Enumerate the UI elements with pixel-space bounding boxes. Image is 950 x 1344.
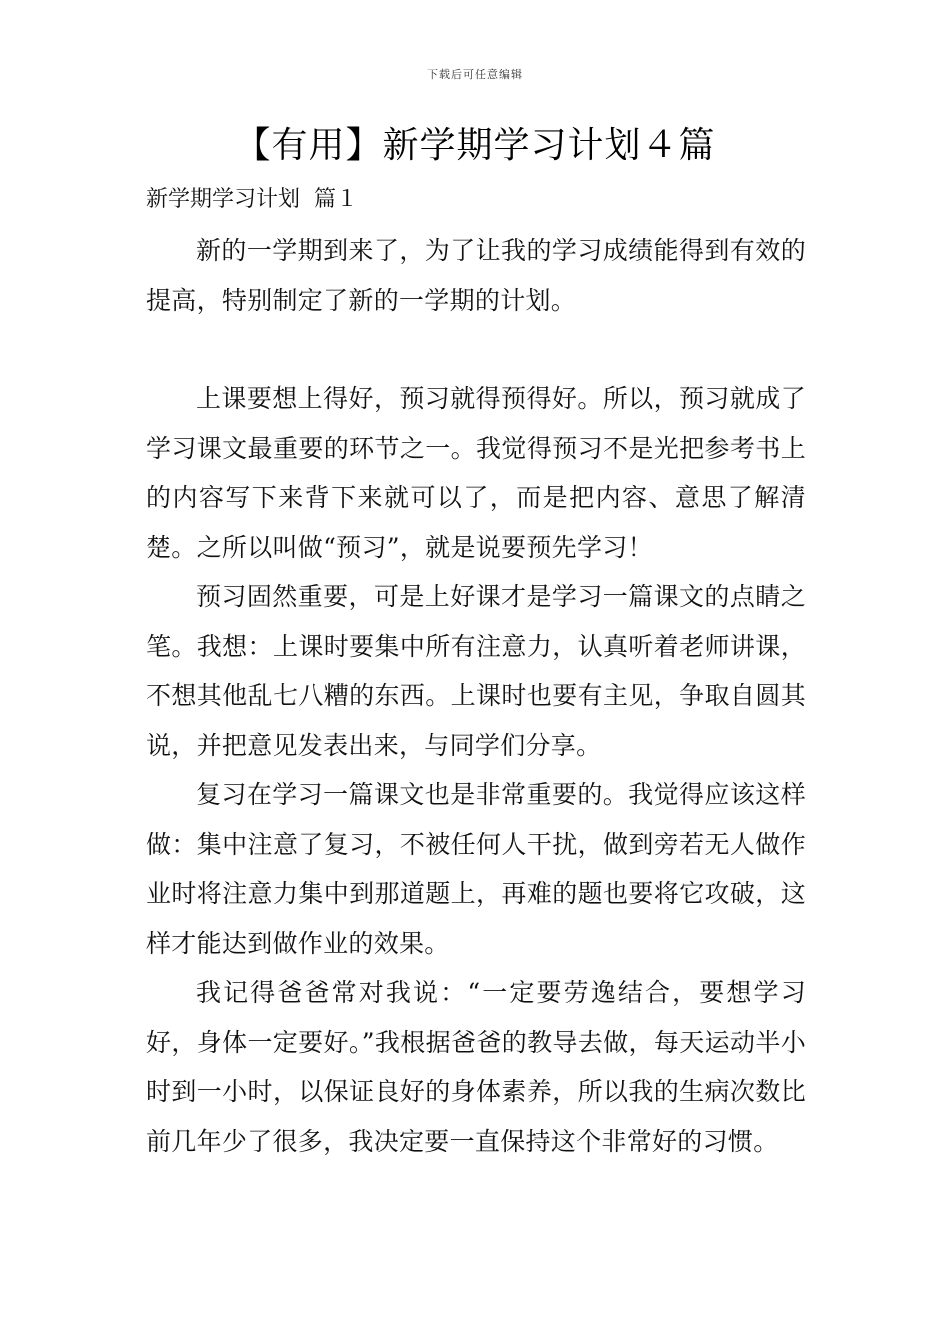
header-note: 下载后可任意编辑	[427, 68, 523, 81]
paragraph-class: 预习固然重要，可是上好课才是学习一篇课文的点睛之笔。我想：上课时要集中所有注意力，认真听着老师讲课，不想其他乱七八糟的东西。上课时也要有主见，争取自圆其说，并把意见发表出来，与同学们分享。	[146, 582, 806, 760]
document-title: 【有用】新学期学习计划４篇	[234, 125, 716, 166]
paragraph-review: 复习在学习一篇课文也是非常重要的。我觉得应该这样做：集中注意了复习，不被任何人干扰，做到旁若无人做作业时将注意力集中到那道题上，再难的题也要将它攻破，这样才能达到做作业的效果。	[146, 780, 806, 958]
section-heading: 新学期学习计划 篇１	[146, 187, 358, 212]
paragraph-intro: 新的一学期到来了，为了让我的学习成绩能得到有效的提高，特别制定了新的一学期的计划。	[146, 236, 806, 315]
paragraph-preview: 上课要想上得好，预习就得预得好。所以，预习就成了学习课文最重要的环节之一。我觉得预习不是光把参考书上的内容写下来背下来就可以了，而是把内容、意思了解清楚。之所以叫做“预习”，就是说要预先学习！	[146, 384, 806, 562]
paragraph-health: 我记得爸爸常对我说：“一定要劳逸结合，要想学习好，身体一定要好。”我根据爸爸的教导去做，每天运动半小时到一小时，以保证良好的身体素养，所以我的生病次数比前几年少了很多，我决定要一直保持这个非常好的习惯。	[146, 978, 806, 1156]
document-body	[146, 226, 806, 1166]
